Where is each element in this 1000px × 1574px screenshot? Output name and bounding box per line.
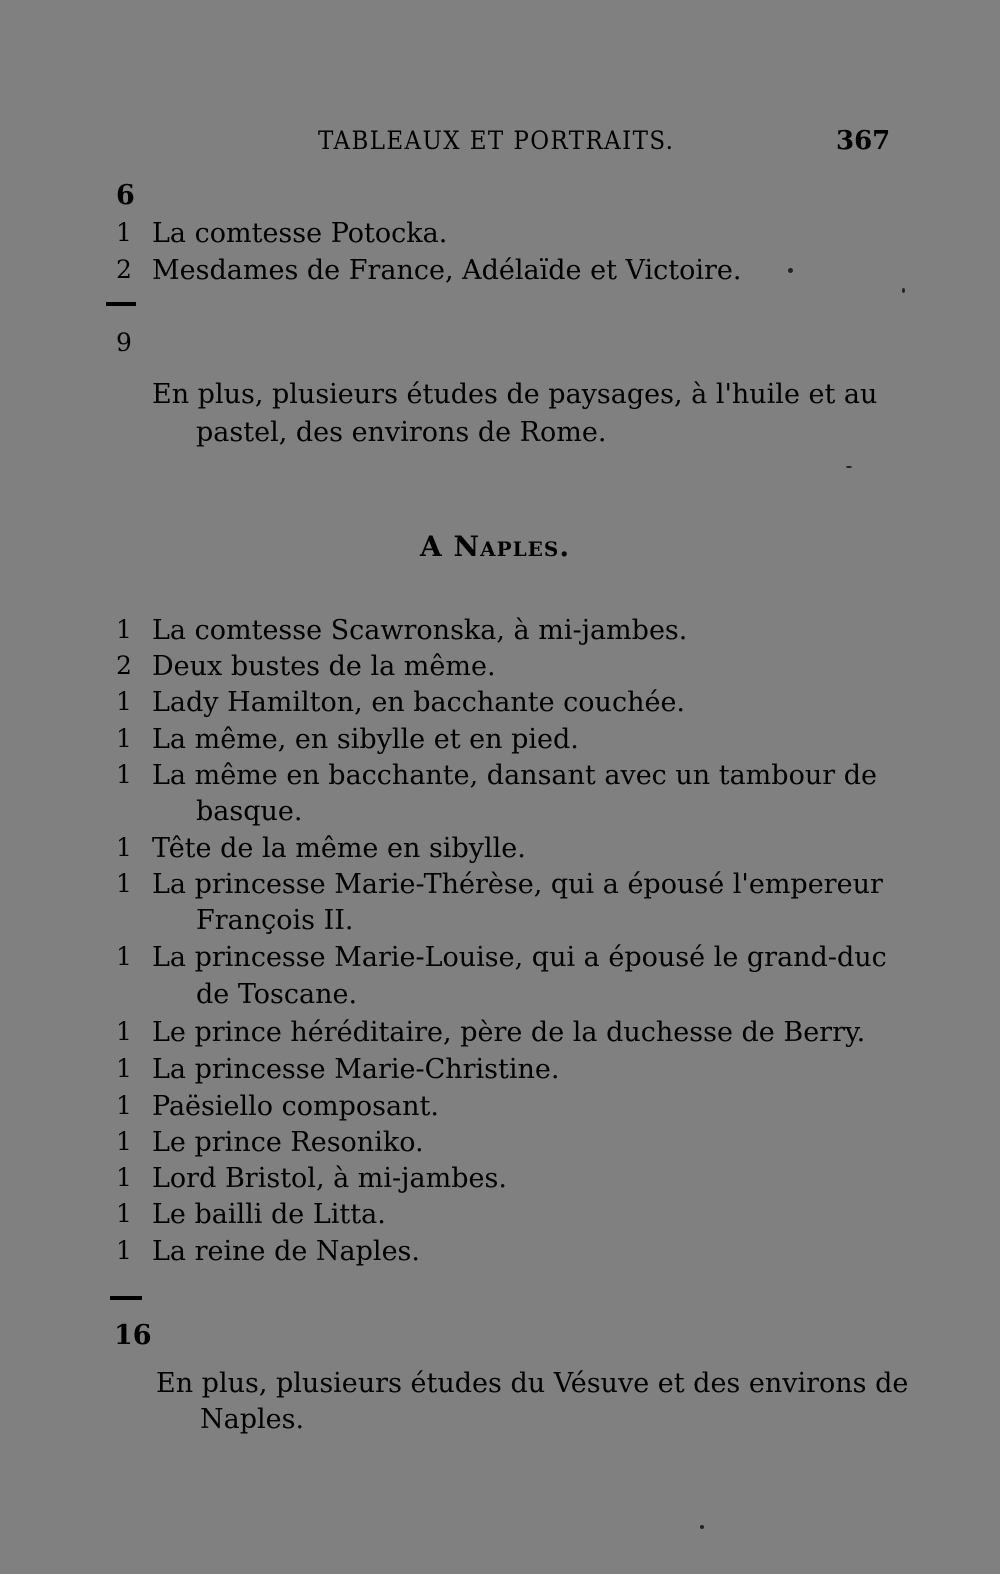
list-item: La même, en sibylle et en pied. bbox=[152, 724, 579, 755]
count-number: 1 bbox=[116, 724, 132, 753]
count-number: 2 bbox=[116, 651, 132, 680]
list-item: Tête de la même en sibylle. bbox=[152, 833, 526, 864]
list-item: Deux bustes de la même. bbox=[152, 651, 496, 682]
count-number: 1 bbox=[116, 1054, 132, 1083]
count-number: 1 bbox=[116, 1091, 132, 1120]
note-paragraph-line: pastel, des environs de Rome. bbox=[196, 417, 607, 448]
list-item-continuation: basque. bbox=[196, 796, 303, 827]
note-paragraph-line: En plus, plusieurs études du Vésuve et des environs de bbox=[156, 1368, 909, 1399]
count-number: 1 bbox=[116, 1127, 132, 1156]
list-item: Lady Hamilton, en bacchante couchée. bbox=[152, 687, 685, 718]
list-item: La même en bacchante, dansant avec un tambour de bbox=[152, 760, 877, 791]
running-header-title: TABLEAUX ET PORTRAITS. bbox=[318, 126, 675, 155]
list-item: La princesse Marie-Thérèse, qui a épousé l'empereur bbox=[152, 869, 883, 900]
ink-speck bbox=[788, 268, 793, 273]
count-number: 1 bbox=[116, 1199, 132, 1228]
ink-speck bbox=[902, 288, 905, 293]
count-number: 1 bbox=[116, 760, 132, 789]
list-item: La comtesse Potocka. bbox=[152, 218, 448, 249]
total-number: 16 bbox=[114, 1320, 152, 1351]
note-paragraph-line: Naples. bbox=[200, 1404, 305, 1435]
count-number: 1 bbox=[116, 687, 132, 716]
sum-rule bbox=[106, 302, 136, 306]
count-number: 1 bbox=[116, 615, 132, 644]
list-item: Le prince héréditaire, père de la duchesse de Berry. bbox=[152, 1017, 866, 1048]
list-item-continuation: François II. bbox=[196, 905, 354, 936]
list-item: Lord Bristol, à mi-jambes. bbox=[152, 1163, 507, 1194]
count-number: 6 bbox=[116, 180, 135, 211]
count-number: 1 bbox=[116, 869, 132, 898]
count-number: 1 bbox=[116, 218, 132, 247]
sum-rule bbox=[110, 1296, 142, 1300]
list-item: La princesse Marie-Christine. bbox=[152, 1054, 560, 1085]
list-item: Le prince Resoniko. bbox=[152, 1127, 424, 1158]
count-number: 1 bbox=[116, 942, 132, 971]
count-number: 1 bbox=[116, 1236, 132, 1265]
list-item: Mesdames de France, Adélaïde et Victoire. bbox=[152, 255, 742, 286]
list-item: Paësiello composant. bbox=[152, 1091, 439, 1122]
ink-speck bbox=[700, 1525, 704, 1529]
list-item: La princesse Marie-Louise, qui a épousé le grand-duc bbox=[152, 942, 887, 973]
count-number: 2 bbox=[116, 255, 132, 284]
ink-speck bbox=[846, 466, 852, 468]
count-number: 1 bbox=[116, 1017, 132, 1046]
note-paragraph-line: En plus, plusieurs études de paysages, à l'huile et au bbox=[152, 379, 878, 410]
total-number: 9 bbox=[116, 328, 132, 357]
section-heading: A Naples. bbox=[420, 530, 571, 563]
count-number: 1 bbox=[116, 1163, 132, 1192]
page-number: 367 bbox=[836, 126, 891, 156]
list-item-continuation: de Toscane. bbox=[196, 979, 358, 1010]
count-number: 1 bbox=[116, 833, 132, 862]
list-item: La comtesse Scawronska, à mi-jambes. bbox=[152, 615, 688, 646]
list-item: Le bailli de Litta. bbox=[152, 1199, 386, 1230]
list-item: La reine de Naples. bbox=[152, 1236, 420, 1267]
